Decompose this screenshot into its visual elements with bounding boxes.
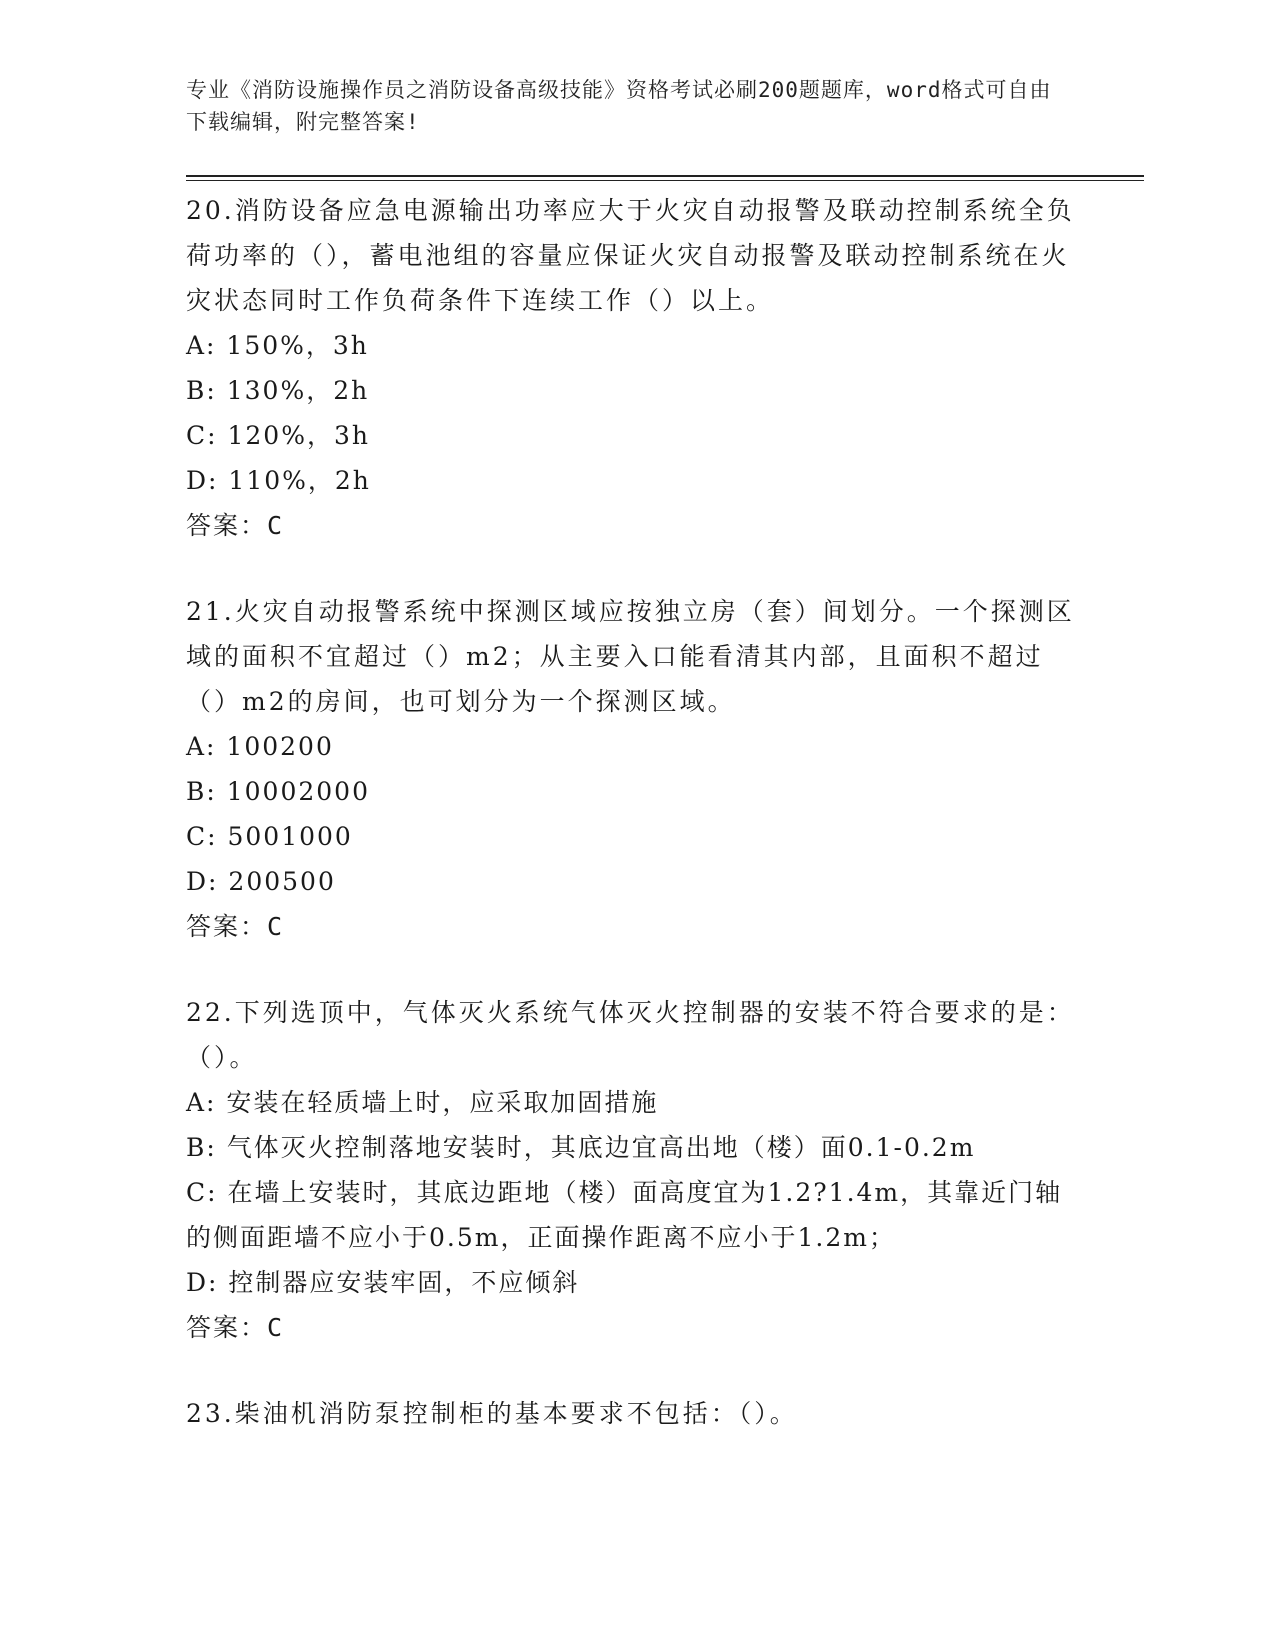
answer-label: 答案：C [186,912,285,941]
option-b: B: 气体灭火控制落地安装时，其底边宜高出地（楼）面0.1-0.2m [186,1133,976,1162]
question-21 [186,589,1086,949]
answer-label: 答案：C [186,1313,285,1342]
question-stem: 20.消防设备应急电源输出功率应大于火灾自动报警及联动控制系统全负荷功率的（），蓄电池组的容量应保证火灾自动报警及联动控制系统在火灾状态同时工作负荷条件下连续工作（）以上。 [186,196,1075,315]
option-d: D: 200500 [186,867,336,896]
question-22 [186,990,1086,1350]
option-a: A: 150%，3h [186,331,369,360]
question-stem: 23.柴油机消防泵控制柜的基本要求不包括：（）。 [186,1399,798,1428]
option-a: A: 安装在轻质墙上时，应采取加固措施 [186,1088,659,1117]
question-stem: 22.下列选顶中，气体灭火系统气体灭火控制器的安装不符合要求的是：（）。 [186,998,1075,1072]
option-c: C: 5001000 [186,822,353,851]
question-list [186,188,1086,1477]
question-23 [186,1391,1086,1436]
option-b: B: 10002000 [186,777,370,806]
option-c: C: 120%，3h [186,421,370,450]
header-divider-thin [186,180,1144,181]
option-d: D: 110%，2h [186,466,371,495]
option-c: C: 在墙上安装时，其底边距地（楼）面高度宜为1.2?1.4m，其靠近门轴的侧面距墙不应小于0.5m，正面操作距离不应小于1.2m； [186,1178,1063,1252]
document-header: 专业《消防设施操作员之消防设备高级技能》资格考试必刷200题题库，word格式可自由下载编辑，附完整答案! [186,78,1052,134]
question-stem: 21.火灾自动报警系统中探测区域应按独立房（套）间划分。一个探测区域的面积不宜超过（）m2；从主要入口能看清其内部，且面积不超过（）m2的房间，也可划分为一个探测区域。 [186,597,1075,716]
option-d: D: 控制器应安装牢固，不应倾斜 [186,1268,580,1297]
answer-label: 答案：C [186,511,285,540]
header-divider-thick [186,175,1144,177]
question-20 [186,188,1086,548]
option-b: B: 130%，2h [186,376,370,405]
option-a: A: 100200 [186,732,334,761]
